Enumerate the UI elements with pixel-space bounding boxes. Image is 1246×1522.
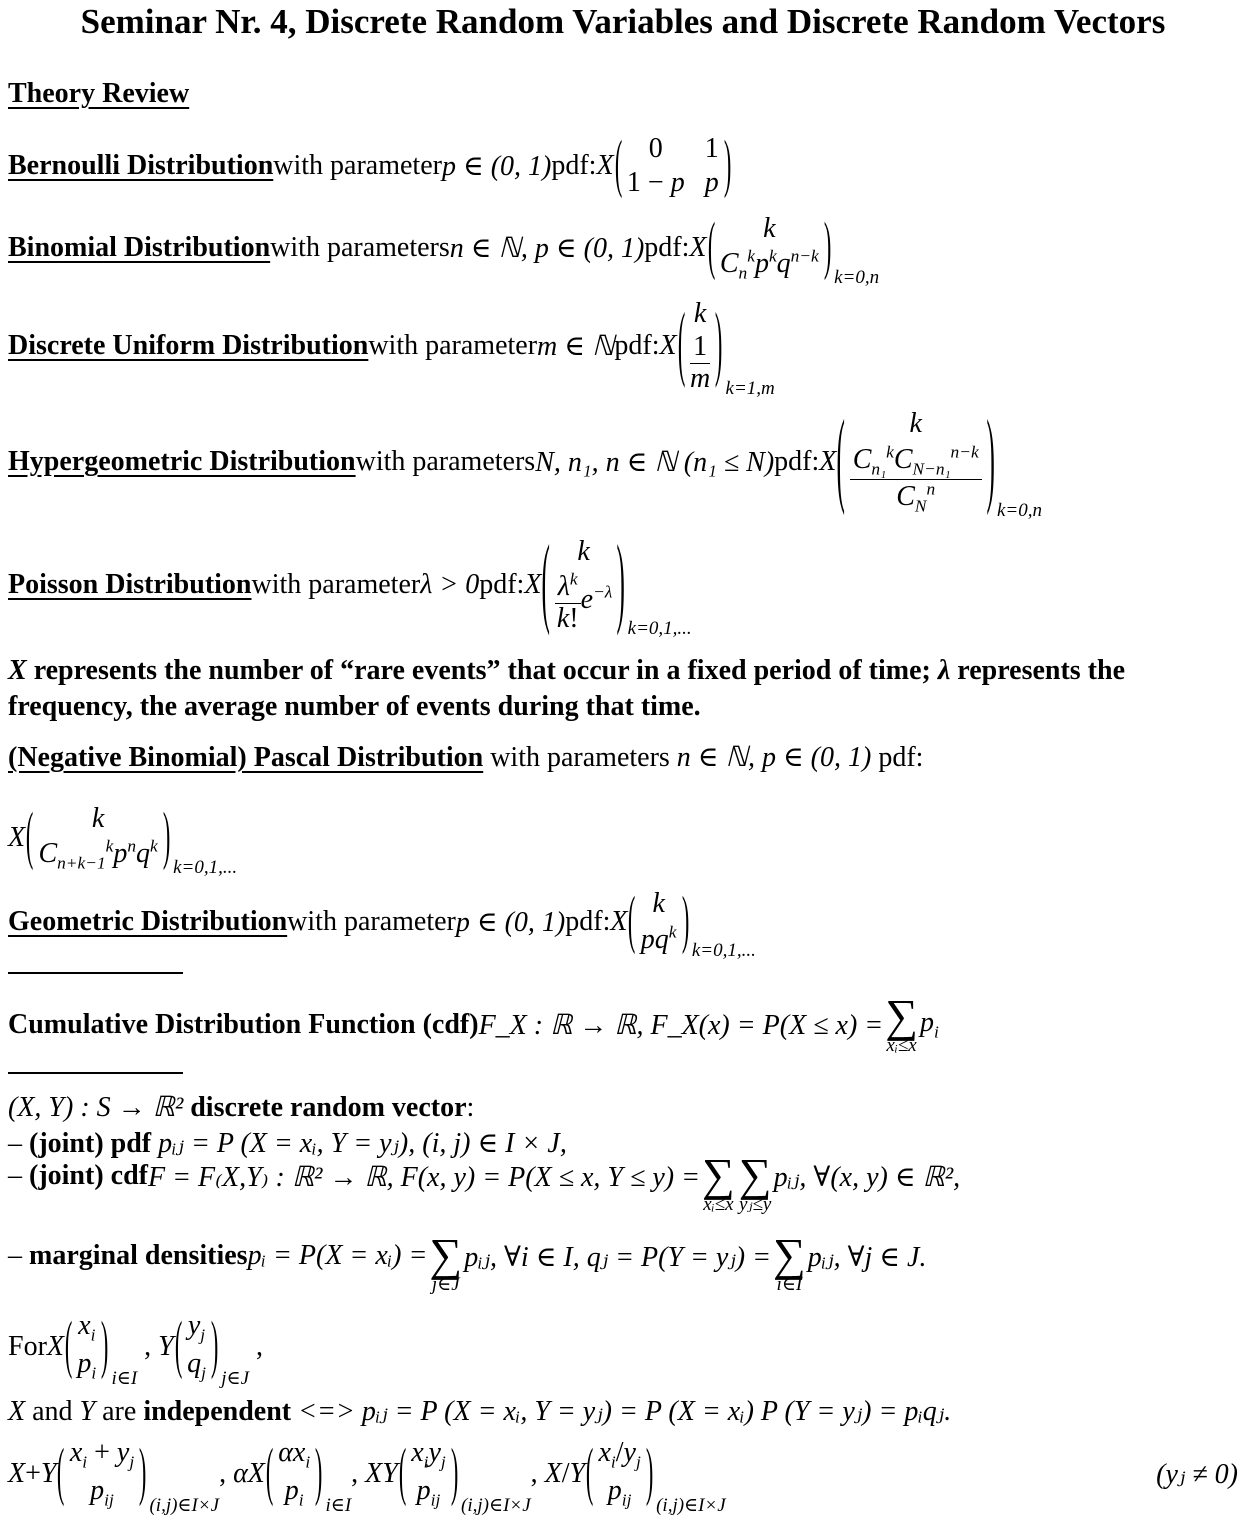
- uniform-line: Discrete Uniform Distribution with parameter m ∈ ℕ pdf: X ( k $\frac{1}{m}$ ) k=1,m: [8, 297, 775, 400]
- page-title: Seminar Nr. 4, Discrete Random Variables and Discrete Random Vectors: [80, 2, 1166, 41]
- pascal-matrix: ( k $C_{n+k-1}^kp^nq^k$ ) k=0,1,...: [26, 801, 238, 879]
- poisson-note-line2: frequency, the average number of events during that time.: [8, 691, 701, 722]
- poisson-line: Poisson Distribution with parameter λ > 0 pdf: X ( k $\frac{\lambda^k}{k!}$ $e^{-\lambda}$ ) k=0,1,...: [8, 527, 692, 640]
- bernoulli-matrix: ( 0 1 1 − p p ): [614, 129, 732, 201]
- cdf-line: Cumulative Distribution Function (cdf) F_X : ℝ → ℝ, F_X(x) = P(X ≤ x) = ∑ xᵢ≤x $p_i$: [8, 989, 939, 1057]
- joint-cdf-line: – (joint) cdf F = F₍X,Y₎ : ℝ² → ℝ, F(x, y) = P(X ≤ x, Y ≤ y) = ∑ xᵢ≤x ∑ yⱼ≤y pᵢⱼ, ∀(x, y) ∈ ℝ²,: [8, 1149, 961, 1216]
- joint-pdf-line: – (joint) pdf pᵢⱼ = P (X = xᵢ, Y = yⱼ), (i, j) ∈ I × J,: [8, 1128, 567, 1159]
- cdf-label: Cumulative Distribution Function (cdf): [8, 1009, 479, 1040]
- marginal-line: – marginal densities pᵢ = P(X = xᵢ) = ∑ j∈J pᵢⱼ, ∀i ∈ I, qⱼ = P(Y = yⱼ) = ∑ i∈I pᵢⱼ, ∀j ∈ J.: [8, 1229, 927, 1296]
- binomial-name: Binomial Distribution: [8, 232, 271, 263]
- theory-heading: Theory Review: [8, 78, 190, 109]
- divider: [8, 1072, 183, 1074]
- sum-symbol: ∑ yⱼ≤y: [738, 1149, 772, 1216]
- bernoulli-name: Bernoulli Distribution: [8, 150, 274, 181]
- pascal-name: (Negative Binomial) Pascal Distribution: [8, 742, 484, 773]
- sum-symbol: ∑ xᵢ≤x: [702, 1149, 735, 1216]
- hypergeometric-matrix: ( k $\frac{C_{n_1}^kC_{N-n_1}^{n-k}}{C_N^n}$ ) k=0,n: [836, 401, 1042, 521]
- geometric-matrix: ( k $pq^k$ ) k=0,1,...: [628, 885, 756, 961]
- vector-intro: (X, Y) : S → ℝ² discrete random vector:: [8, 1092, 475, 1123]
- operations-line: X + Y ( $x_i + y_j$ $p_{ij}$ ) (i,j)∈I×J , αX ( $\alpha x_i$ $p_i$ ) i∈I , XY ( $x_iy_j$ $p_{ij}$ ) (i,j)∈I×J , X / Y ( $x_i/y_j$ $p_{ij}$ ) (i,j)∈I×J (yⱼ ≠ 0): [8, 1437, 1238, 1516]
- pascal-formula: X ( k $C_{n+k-1}^kp^nq^k$ ) k=0,1,...: [8, 801, 238, 879]
- geometric-line: Geometric Distribution with parameter p ∈ (0, 1) pdf: X ( k $pq^k$ ) k=0,1,...: [8, 885, 756, 961]
- sum-symbol: ∑ i∈I: [772, 1229, 806, 1296]
- binomial-matrix: ( k $C_n^kp^kq^{n-k}$ ) k=0,n: [707, 211, 880, 289]
- sum-symbol: ∑ j∈J: [429, 1229, 463, 1296]
- poisson-name: Poisson Distribution: [8, 569, 252, 600]
- uniform-matrix: ( k $\frac{1}{m}$ ) k=1,m: [677, 297, 775, 400]
- poisson-note-line1: X represents the number of “rare events” that occur in a fixed period of time; λ represents the: [8, 655, 1126, 686]
- poisson-matrix: ( k $\frac{\lambda^k}{k!}$ $e^{-\lambda}$ ) k=0,1,...: [541, 527, 692, 640]
- divider: [8, 972, 183, 974]
- pascal-line: (Negative Binomial) Pascal Distribution with parameters n ∈ ℕ, p ∈ (0, 1) pdf:: [8, 742, 924, 773]
- sum-symbol: ∑ xᵢ≤x: [885, 989, 918, 1057]
- uniform-name: Discrete Uniform Distribution: [8, 330, 369, 361]
- hypergeometric-line: Hypergeometric Distribution with parameters N, n₁, n ∈ ℕ (n₁ ≤ N) pdf: X ( k $\frac{C_{n_1}^kC_{N-n_1}^{n-k}}{C_N^n}$ ) k=0,n: [8, 401, 1042, 521]
- geometric-name: Geometric Distribution: [8, 906, 288, 937]
- binomial-line: Binomial Distribution with parameters n ∈ ℕ, p ∈ (0, 1) pdf: X ( k $C_n^kp^kq^{n-k}$ ) k=0,n: [8, 211, 880, 289]
- hypergeometric-name: Hypergeometric Distribution: [8, 446, 356, 477]
- independence-line: X and Y are independent <=> pᵢⱼ = P (X = xᵢ, Y = yⱼ) = P (X = xᵢ) P (Y = yⱼ) = pᵢqⱼ.: [8, 1396, 952, 1427]
- for-line: For X ( $x_i$ $p_i$ ) i∈I , Y ( $y_j$ $q_j$ ) j∈J ,: [8, 1310, 264, 1389]
- bernoulli-line: Bernoulli Distribution with parameter p ∈ (0, 1) pdf: X ( 0 1 1 − p p ): [8, 129, 732, 201]
